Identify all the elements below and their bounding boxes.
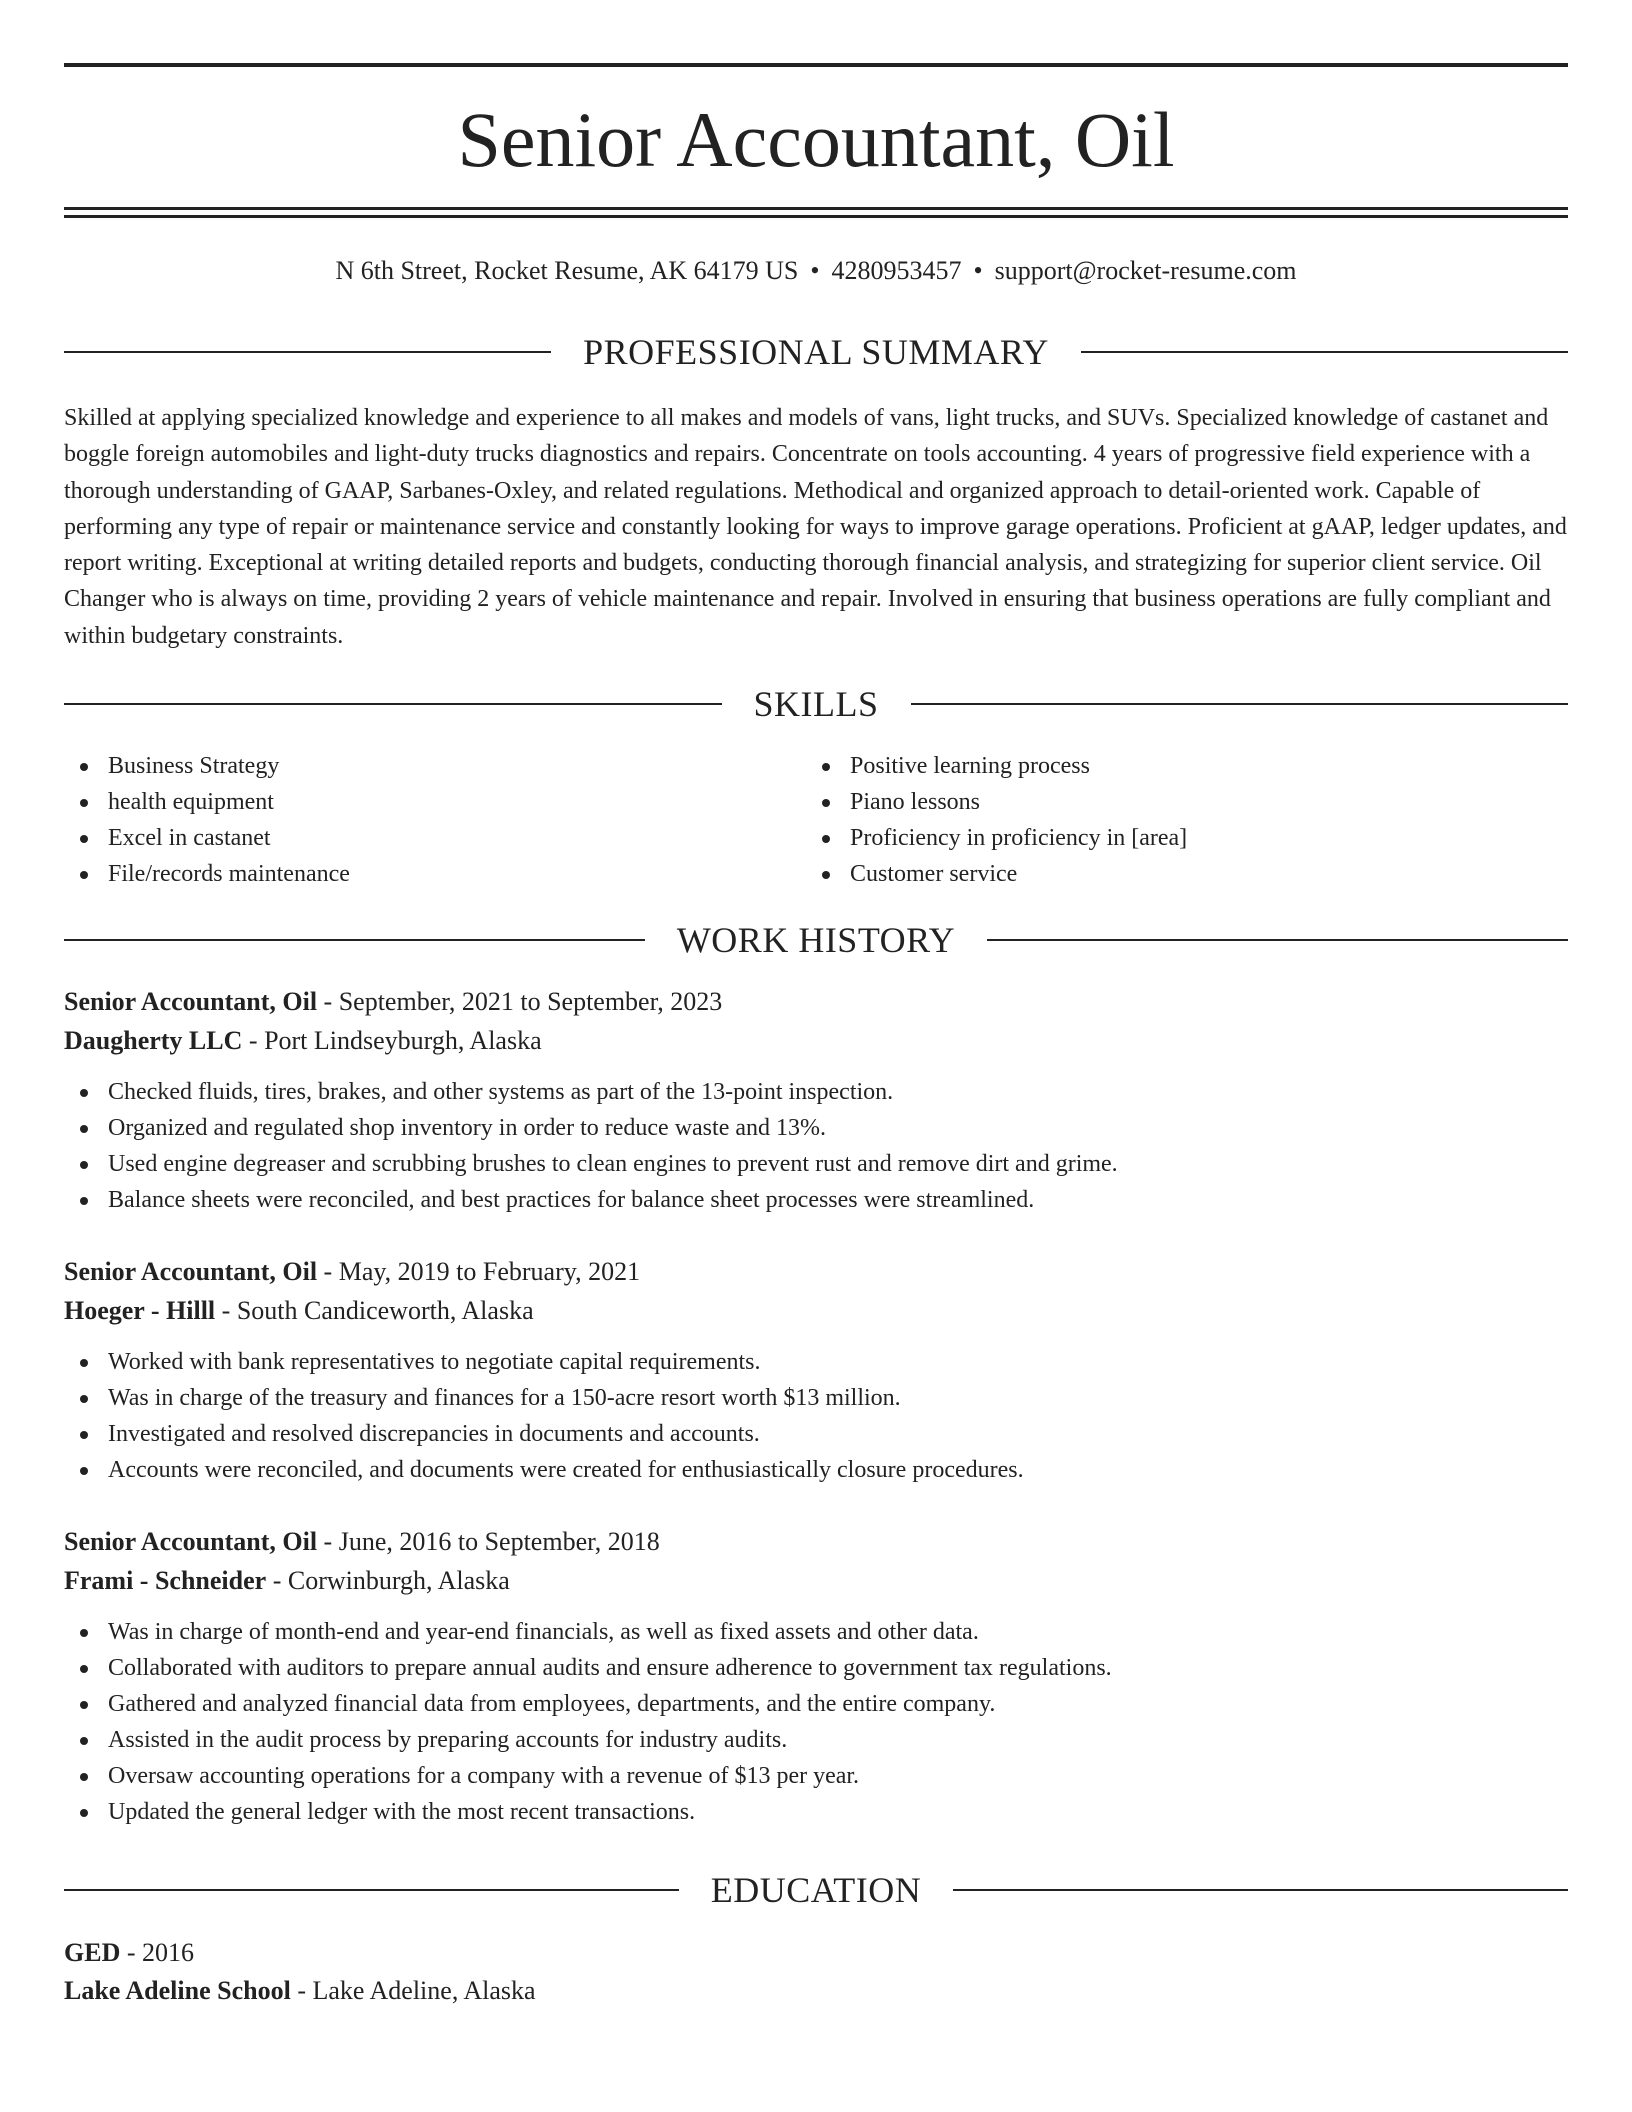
skills-column-right (806, 748, 1548, 892)
job-bullet: Was in charge of the treasury and finances for a 150-acre resort worth $13 million. (64, 1380, 1568, 1416)
job-bullet: Used engine degreaser and scrubbing brushes to clean engines to prevent rust and remove dirt and grime. (64, 1146, 1568, 1182)
job-entry (64, 1522, 1568, 1830)
job-location: - Port Lindseyburgh, Alaska (242, 1026, 542, 1055)
section-rule-left (64, 1889, 679, 1891)
skill-item: Business Strategy (64, 748, 806, 784)
job-company: Daugherty LLC (64, 1026, 243, 1055)
skill-item: Piano lessons (806, 784, 1548, 820)
contact-line (64, 253, 1568, 289)
job-bullet: Gathered and analyzed financial data from employees, departments, and the entire company. (64, 1686, 1568, 1722)
job-bullet: Balance sheets were reconciled, and best practices for balance sheet processes were streamlined. (64, 1182, 1568, 1218)
job-company: Frami - Schneider (64, 1566, 267, 1595)
job-title-line (64, 1252, 1568, 1291)
title-double-rule-lower (64, 215, 1568, 218)
job-location: - Corwinburgh, Alaska (266, 1566, 510, 1595)
job-company-line (64, 1291, 1568, 1330)
job-dates: - May, 2019 to February, 2021 (317, 1257, 641, 1286)
job-company: Hoeger - Hilll (64, 1296, 216, 1325)
education-location: - Lake Adeline, Alaska (290, 1976, 536, 2005)
contact-email: support@rocket-resume.com (994, 256, 1297, 285)
skills-column-left (64, 748, 806, 892)
summary-paragraph: Skilled at applying specialized knowledge and experience to all makes and models of vans, light trucks, and SUVs. Specialized knowledge of castanet and boggle foreign automobiles and light-duty trucks diagnostics and repairs. Concentrate on tools accounting. 4 years of progressive field experience with a thorough understanding of GAAP, Sarbanes-Oxley, and related regulations. Methodical and organized approach to detail-oriented work. Capable of performing any type of repair or maintenance service and constantly looking for ways to improve garage operations. Proficient at gAAP, ledger updates, and report writing. Exceptional at writing detailed reports and budgets, conducting thorough financial analysis, and strategizing for superior client service. Oil Changer who is always on time, providing 2 years of vehicle maintenance and repair. Involved in ensuring that business operations are fully compliant and within budgetary constraints. (64, 405, 1567, 649)
job-title-line (64, 1522, 1568, 1561)
section-rule-left (64, 703, 722, 705)
job-bullet: Worked with bank representatives to negotiate capital requirements. (64, 1344, 1568, 1380)
job-company-line (64, 1561, 1568, 1600)
section-rule-right (953, 1889, 1568, 1891)
section-title-work: WORK HISTORY (676, 920, 956, 960)
skill-item: health equipment (64, 784, 806, 820)
job-bullet: Collaborated with auditors to prepare annual audits and ensure adherence to government tax regulations. (64, 1650, 1568, 1686)
job-bullets (64, 1614, 1568, 1830)
job-company-line (64, 1021, 1568, 1060)
job-bullet: Assisted in the audit process by preparing accounts for industry audits. (64, 1722, 1568, 1758)
section-rule-right (1081, 351, 1568, 353)
section-rule-left (64, 939, 645, 941)
contact-separator: • (810, 256, 820, 285)
section-header-skills (64, 682, 1568, 726)
job-bullet: Organized and regulated shop inventory in order to reduce waste and 13%. (64, 1110, 1568, 1146)
section-header-work (64, 918, 1568, 962)
job-title: Senior Accountant, Oil (64, 987, 318, 1016)
section-header-education (64, 1868, 1568, 1912)
section-title-education: EDUCATION (710, 1870, 922, 1910)
education-year: - 2016 (120, 1938, 195, 1967)
job-dates: - June, 2016 to September, 2018 (317, 1527, 660, 1556)
job-location: - South Candiceworth, Alaska (215, 1296, 534, 1325)
job-entry (64, 1252, 1568, 1488)
resume-title: Senior Accountant, Oil (457, 96, 1175, 183)
skill-item: Proficiency in proficiency in [area] (806, 820, 1548, 856)
section-rule-right (987, 939, 1568, 941)
job-bullet: Investigated and resolved discrepancies in documents and accounts. (64, 1416, 1568, 1452)
job-title-line (64, 982, 1568, 1021)
job-entry (64, 982, 1568, 1218)
job-title: Senior Accountant, Oil (64, 1257, 318, 1286)
job-bullet: Was in charge of month-end and year-end financials, as well as fixed assets and other data. (64, 1614, 1568, 1650)
skill-item: Positive learning process (806, 748, 1548, 784)
contact-address: N 6th Street, Rocket Resume, AK 64179 US (335, 256, 799, 285)
job-bullets (64, 1074, 1568, 1218)
title-double-rule-upper (64, 207, 1568, 210)
skill-item: Customer service (806, 856, 1548, 892)
education-school-line (64, 1972, 1568, 2010)
skill-item: File/records maintenance (64, 856, 806, 892)
job-bullet: Accounts were reconciled, and documents were created for enthusiastically closure procedures. (64, 1452, 1568, 1488)
contact-separator: • (973, 256, 983, 285)
section-header-summary (64, 330, 1568, 374)
top-rule (64, 63, 1568, 67)
contact-phone: 4280953457 (831, 256, 962, 285)
job-bullet: Oversaw accounting operations for a company with a revenue of $13 per year. (64, 1758, 1568, 1794)
education-degree-line (64, 1934, 1568, 1972)
skill-item: Excel in castanet (64, 820, 806, 856)
education-entry (64, 1934, 1568, 2010)
section-title-skills: SKILLS (753, 684, 879, 724)
job-dates: - September, 2021 to September, 2023 (317, 987, 723, 1016)
section-rule-right (911, 703, 1569, 705)
section-rule-left (64, 351, 551, 353)
section-title-summary: PROFESSIONAL SUMMARY (583, 332, 1049, 372)
job-bullet: Updated the general ledger with the most recent transactions. (64, 1794, 1568, 1830)
job-title: Senior Accountant, Oil (64, 1527, 318, 1556)
job-bullet: Checked fluids, tires, brakes, and other systems as part of the 13-point inspection. (64, 1074, 1568, 1110)
job-bullets (64, 1344, 1568, 1488)
skills-list (64, 748, 1568, 892)
education-school: Lake Adeline School (64, 1976, 291, 2005)
education-degree: GED (64, 1938, 121, 1967)
